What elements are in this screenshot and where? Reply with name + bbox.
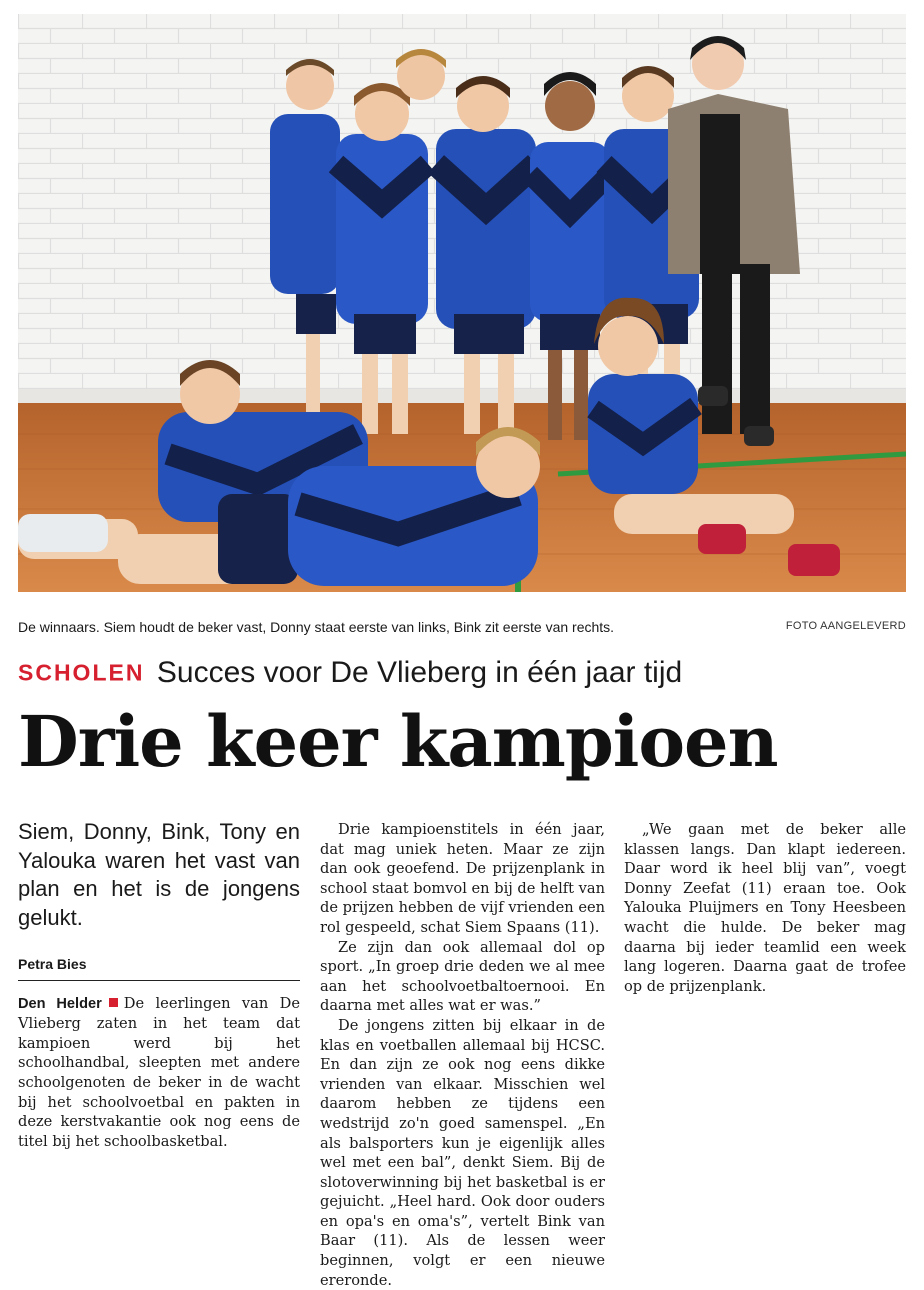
photo-credit: FOTO AANGELEVERD [785, 620, 906, 632]
article-paragraph-2: Drie kampioenstitels in één jaar, dat mag uniek heten. Maar ze zijn dan ook geoefend. De prijzenplank in school staat bomvol en bij de helft van de prijzen hebben de vijf vrienden een rol gespeeld, schat Siem Spaans (11). [320, 821, 605, 936]
photo-caption [18, 619, 906, 637]
caption-text: De winnaars. Siem houdt de beker vast, Donny staat eerste van links, Bink zit eerste van rechts. [18, 619, 615, 635]
article-paragraph-4: De jongens zitten bij elkaar in de klas en voetballen allemaal bij HCSC. En dan zijn ze ook nog eens dikke vrienden van elkaar. Misschien wel daarom hebben ze tijdens een wedstrijd zo'n goed samenspel. „En als balsporters kun je eigenlijk alles wel met een bal”, denkt Siem. Bij de slotoverwinning bij het basketbal is er gejuicht. „Heel hard. Ook door ouders en opa's en oma's”, vertelt Bink van Baar (11). Als de lessen weer beginnen, volgt er een nieuwe ereronde. [320, 1016, 605, 1289]
section-tag: SCHOLEN [18, 659, 145, 686]
intro-text: Siem, Donny, Bink, Tony en Yalouka waren het vast van plan en het is de jongens gelukt. [18, 819, 300, 930]
column-1 [18, 818, 300, 1151]
author-byline: Petra Bies [18, 955, 300, 981]
column-3 [624, 820, 906, 996]
article-paragraph-5: „We gaan met de beker alle klassen langs. Dan klapt iedereen. Daar word ik heel blij van”, voegt Donny Zeefat (11) eraan toe. Ook Yalouka Pluijmers en Tony Heesbeen wacht die hulde. De beker mag daarna bij ieder teamlid een week lang logeren. Daarna gaat de trofee op de prijzenplank. [624, 821, 906, 995]
dateline: Den Helder [18, 995, 102, 1012]
column-2 [320, 820, 605, 1290]
kicker [18, 656, 682, 690]
subheadline: Succes voor De Vlieberg in één jaar tijd [156, 656, 683, 689]
article-paragraph-3: Ze zijn dan ook allemaal dol op sport. „In groep drie deden we al mee aan het schoolvoetbaltoernooi. En daarna met alles wat er was.” [320, 938, 605, 1015]
paragraph-1-text: De leerlingen van De Vlieberg zaten in het team dat kampioen werd bij het schoolhandbal, sleepten met andere schoolgenoten de beker in de wacht bij het schoolvoetbal en pakten in deze kerstvakantie ook nog eens de titel bij het schoolbasketbal. [18, 994, 300, 1150]
team-photo [18, 14, 906, 592]
red-square-icon [109, 998, 118, 1007]
article-paragraph-1 [18, 994, 300, 1152]
headline: Drie keer kampioen [18, 700, 778, 783]
